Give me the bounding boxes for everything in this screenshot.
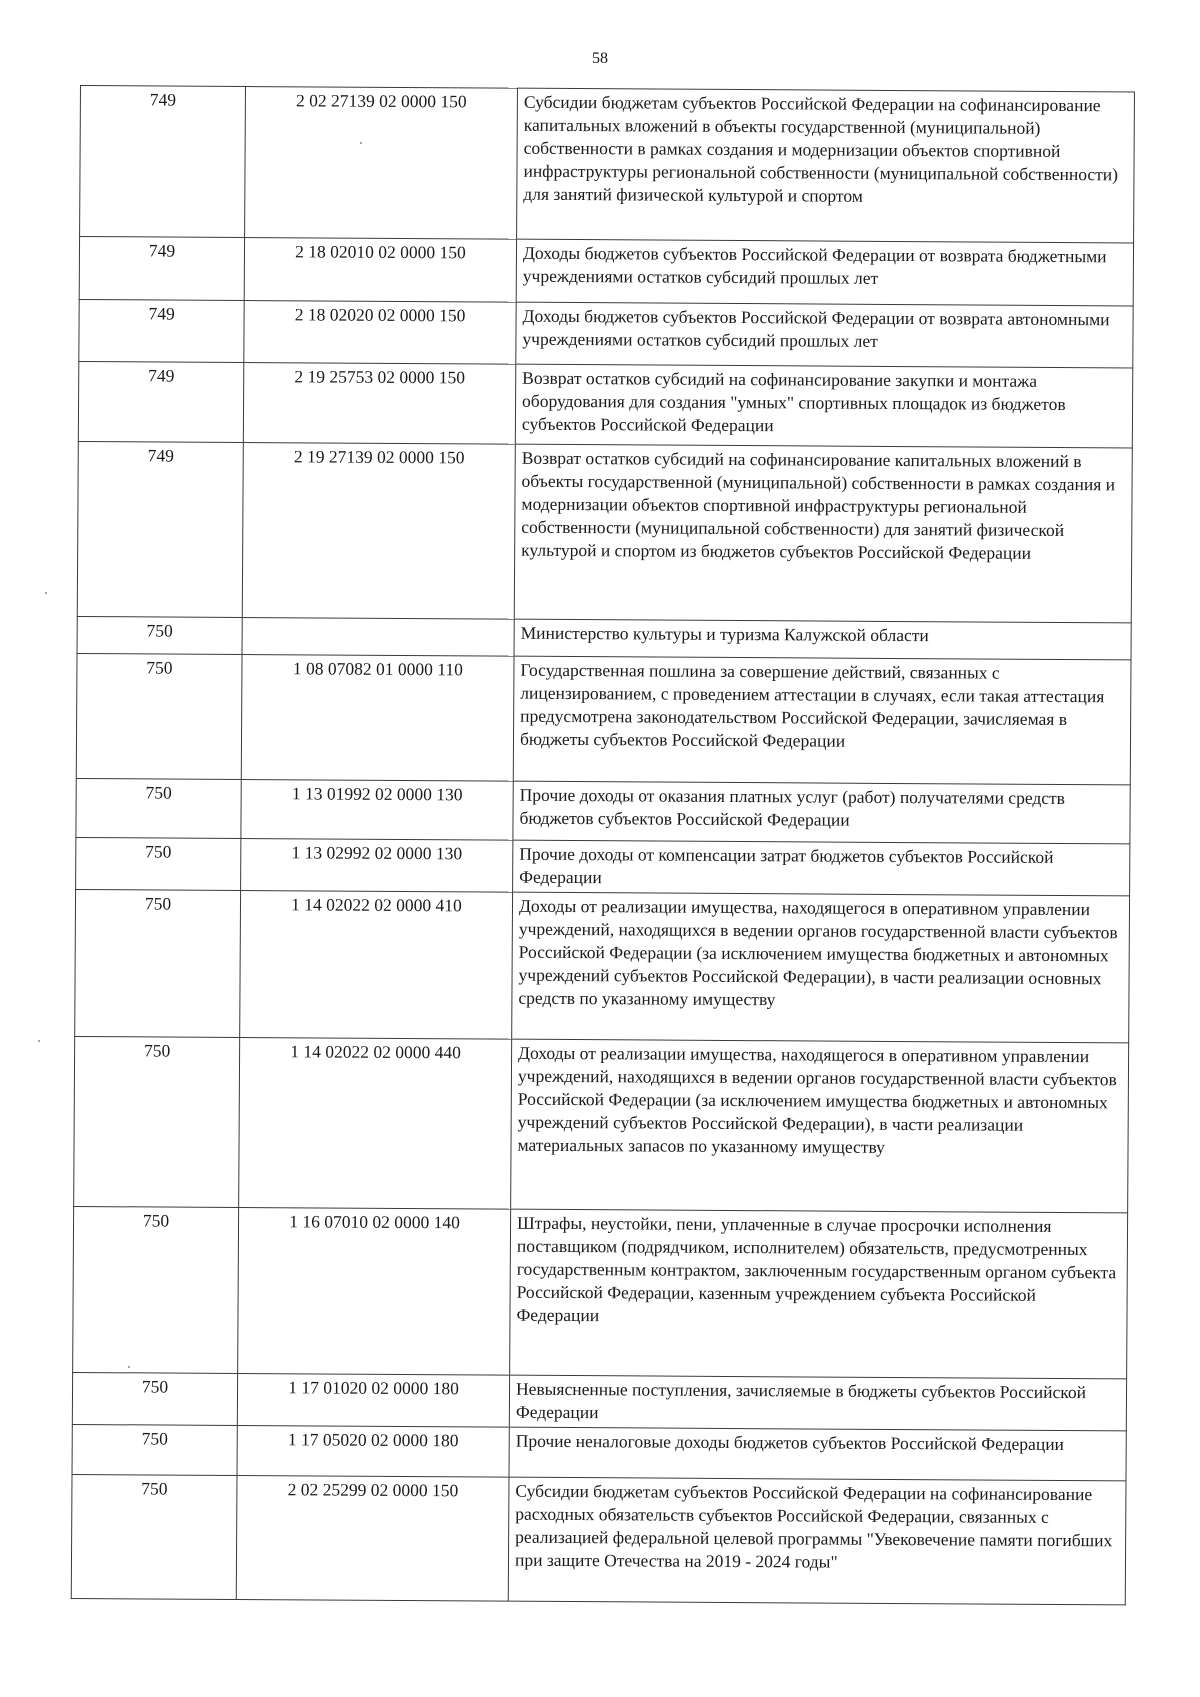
- table-row: [75, 889, 1130, 1042]
- revenue-name-cell: Министерство культуры и туризма Калужской области: [514, 619, 1131, 660]
- admin-code-cell: 750: [76, 837, 241, 890]
- admin-code-cell: 750: [72, 1372, 237, 1425]
- admin-code-cell: 749: [77, 441, 243, 617]
- admin-code-cell: 749: [79, 299, 244, 362]
- revenue-code-cell: 1 13 02992 02 0000 130: [241, 838, 513, 892]
- admin-code-cell: 749: [80, 86, 246, 238]
- admin-code-cell: 750: [73, 1206, 239, 1373]
- revenue-name-cell: Прочие неналоговые доходы бюджетов субъектов Российской Федерации: [509, 1427, 1126, 1481]
- revenue-name-cell: Возврат остатков субсидий на софинансирование капитальных вложений в объекты государственной (муниципальной) собственности в рамках создания и модернизации объектов спортивной инфраструктуры региональной собственности (муниципальной собственности) для занятий физической культурой и спортом из бюджетов субъектов Российской Федерации: [514, 444, 1132, 623]
- revenue-code-cell: 1 13 01992 02 0000 130: [241, 779, 513, 840]
- table-row: [71, 1474, 1126, 1604]
- revenue-code-cell: 1 17 05020 02 0000 180: [237, 1425, 509, 1477]
- table-row: [79, 299, 1133, 367]
- table-row: [76, 837, 1130, 895]
- table-row: [76, 653, 1131, 784]
- revenue-code-cell: 1 17 01020 02 0000 180: [237, 1373, 509, 1427]
- revenue-name-cell: Невыясненные поступления, зачисляемые в бюджеты субъектов Российской Федерации: [509, 1375, 1126, 1431]
- scan-speck: [360, 142, 362, 144]
- revenue-code-cell: 2 02 25299 02 0000 150: [236, 1475, 509, 1601]
- revenue-name-cell: Доходы бюджетов субъектов Российской Федерации от возврата бюджетными учреждениями остатков субсидий прошлых лет: [516, 239, 1133, 306]
- revenue-code-cell: 2 19 25753 02 0000 150: [243, 363, 515, 445]
- revenue-code-cell: [242, 618, 514, 657]
- revenue-name-cell: Субсидии бюджетам субъектов Российской Федерации на софинансирование расходных обязательств субъектов Российской Федерации, связанных с реализацией федеральной целевой программы "Увековечение памяти погибших при защите Отечества на 2019 - 2024 годы": [508, 1477, 1126, 1605]
- revenue-code-cell: 2 18 02010 02 0000 150: [244, 238, 516, 303]
- table-row: [72, 1424, 1126, 1480]
- admin-code-cell: 750: [76, 653, 242, 779]
- page-number: 58: [592, 50, 608, 67]
- table-row: [74, 1036, 1129, 1212]
- revenue-code-cell: 2 19 27139 02 0000 150: [242, 443, 515, 620]
- revenue-code-cell: 1 14 02022 02 0000 410: [240, 890, 513, 1039]
- revenue-name-cell: Доходы от реализации имущества, находящегося в оперативном управлении учреждений, находящихся в ведении органов государственной власти субъектов Российской Федерации (за исключением имущества бюджетных и автономных учреждений субъектов Российской Федерации), в части реализации основных средств по указанному имуществу: [512, 892, 1130, 1043]
- table-row: [77, 616, 1131, 659]
- revenue-name-cell: Субсидии бюджетам субъектов Российской Федерации на софинансирование капитальных вложений в объекты государственной (муниципальной) собственности в рамках создания и модернизации объектов спортивной инфраструктуры региональной собственности (муниципальной собственности) для занятий физической культурой и спортом: [517, 88, 1135, 243]
- revenue-code-cell: 2 02 27139 02 0000 150: [245, 87, 518, 240]
- revenue-code-cell: 1 08 07082 01 0000 110: [241, 655, 514, 782]
- revenue-name-cell: Государственная пошлина за совершение действий, связанных с лицензированием, с проведением аттестации в случаях, если такая аттестация предусмотрена законодательством Российской Федерации, зачисляемая в бюджеты субъектов Российской Федерации: [513, 656, 1131, 785]
- admin-code-cell: 750: [77, 616, 242, 654]
- admin-code-cell: 750: [74, 1036, 240, 1207]
- admin-code-cell: 750: [76, 778, 241, 838]
- scan-speck: [128, 1366, 130, 1368]
- revenue-codes-table: [71, 85, 1135, 1605]
- admin-code-cell: 749: [79, 237, 244, 301]
- revenue-name-cell: Доходы от реализации имущества, находящегося в оперативном управлении учреждений, находящихся в ведении органов государственной власти субъектов Российской Федерации (за исключением имущества бюджетных и автономных учреждений субъектов Российской Федерации), в части реализации материальных запасов по указанному имуществу: [511, 1039, 1129, 1213]
- table-row: [80, 86, 1135, 243]
- scan-speck: [38, 1040, 40, 1042]
- admin-code-cell: 750: [72, 1424, 237, 1475]
- admin-code-cell: 749: [78, 361, 243, 442]
- revenue-name-cell: Прочие доходы от компенсации затрат бюджетов субъектов Российской Федерации: [513, 840, 1130, 896]
- revenue-name-cell: Возврат остатков субсидий на софинансирование закупки и монтажа оборудования для создания "умных" спортивных площадок из бюджетов субъектов Российской Федерации: [515, 364, 1132, 448]
- table-row: [77, 441, 1132, 622]
- table-row: [72, 1372, 1126, 1430]
- admin-code-cell: 750: [71, 1474, 237, 1599]
- table-row: [76, 778, 1130, 843]
- table-row: [73, 1206, 1128, 1378]
- revenue-name-cell: Прочие доходы от оказания платных услуг (работ) получателями средств бюджетов субъектов Российской Федерации: [513, 781, 1130, 844]
- scan-speck: [45, 592, 47, 594]
- revenue-name-cell: Штрафы, неустойки, пени, уплаченные в случае просрочки исполнения поставщиком (подрядчиком, исполнителем) обязательств, предусмотренных государственным контрактом, заключенным государственным органом субъекта Российской Федерации, казенным учреждением субъекта Российской Федерации: [510, 1209, 1128, 1379]
- table-row: [78, 361, 1132, 447]
- revenue-code-cell: 2 18 02020 02 0000 150: [244, 301, 516, 365]
- revenue-name-cell: Доходы бюджетов субъектов Российской Федерации от возврата автономными учреждениями остатков субсидий прошлых лет: [516, 302, 1133, 368]
- revenue-code-cell: 1 14 02022 02 0000 440: [239, 1037, 512, 1209]
- admin-code-cell: 750: [75, 889, 241, 1037]
- revenue-code-cell: 1 16 07010 02 0000 140: [238, 1207, 511, 1375]
- table-row: [79, 237, 1133, 306]
